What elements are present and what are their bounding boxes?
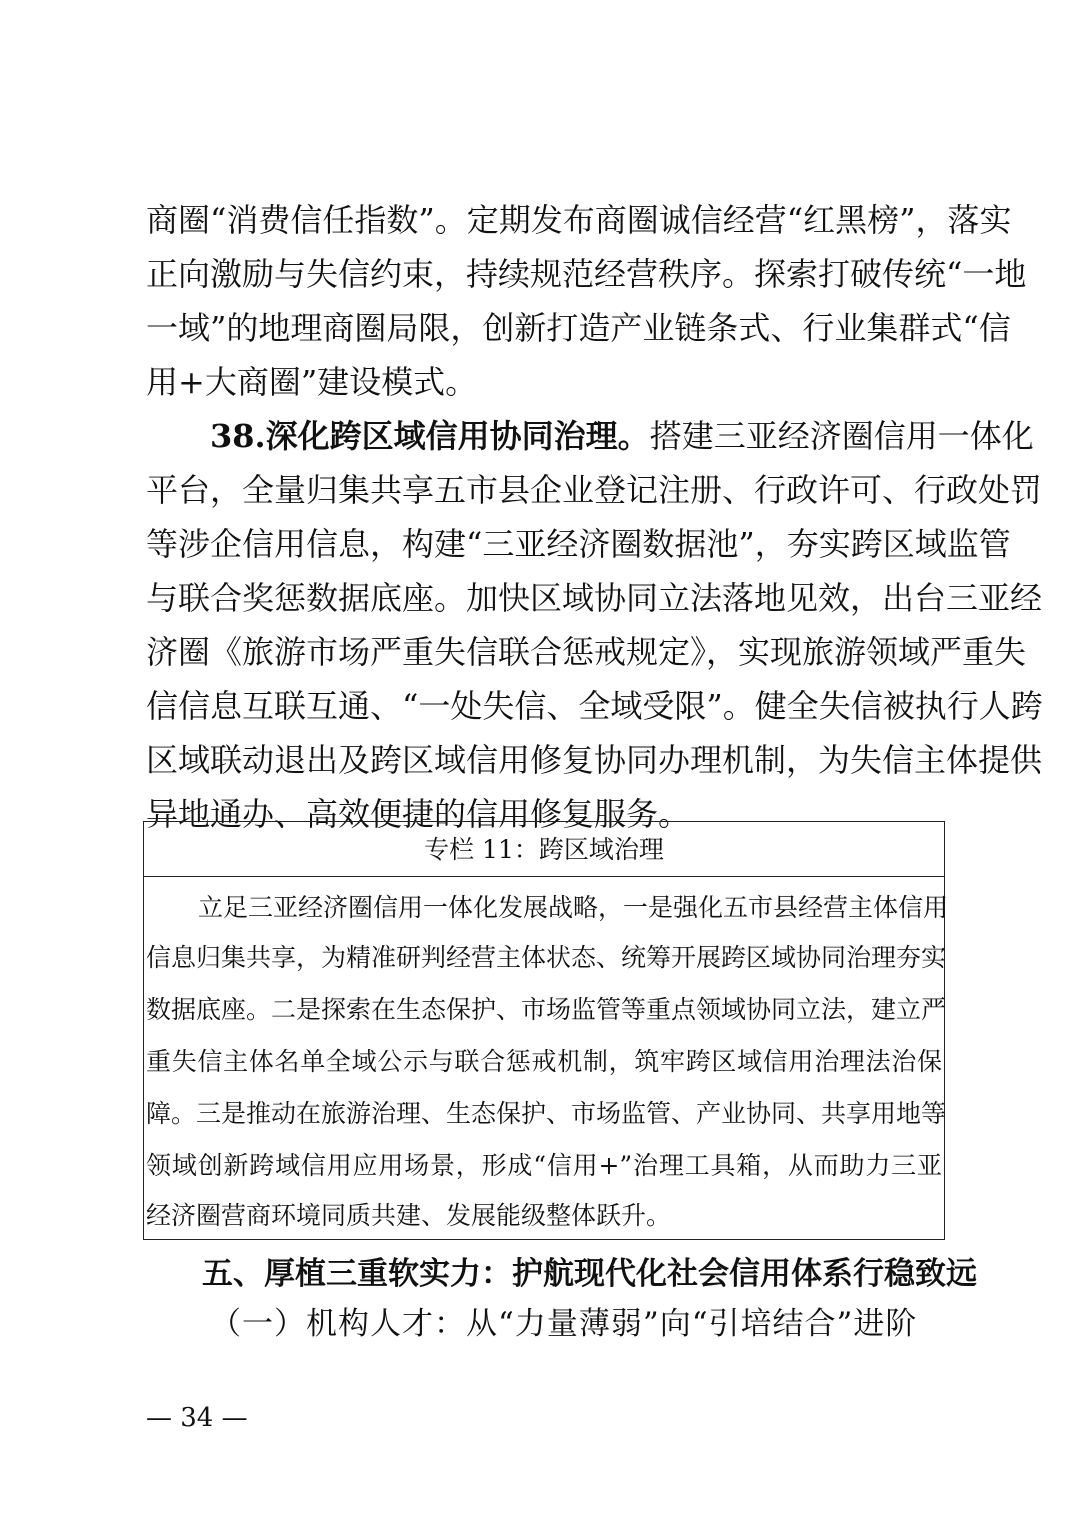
paragraph-line: 区域联动退出及跨区域信用修复协同办理机制，为失信主体提供	[146, 741, 1043, 779]
column-box	[143, 821, 949, 1240]
paragraph-line: 一域”的地理商圈局限，创新打造产业链条式、行业集群式“信	[146, 309, 1011, 347]
column-box-line: 信息归集共享，为精准研判经营主体状态、统筹开展跨区域协同治理夯实	[146, 943, 947, 972]
paragraph-line: 等涉企信用信息，构建“三亚经济圈数据池”，夯实跨区域监管	[146, 525, 1011, 563]
column-box-line: 障。三是推动在旅游治理、生态保护、市场监管、产业协同、共享用地等	[146, 1099, 947, 1128]
column-box-line: 领域创新跨域信用应用场景，形成“信用+”治理工具箱，从而助力三亚	[146, 1151, 942, 1180]
paragraph-line: 正向激励与失信约束，持续规范经营秩序。探索打破传统“一地	[146, 255, 1027, 293]
paragraph-line: 信信息互联互通、“一处失信、全域受限”。健全失信被执行人跨	[146, 687, 1043, 725]
subsection-heading: （一）机构人才：从“力量薄弱”向“引培结合”进阶	[210, 1306, 918, 1342]
paragraph-line: 用+大商圈”建设模式。	[146, 363, 478, 401]
page-number: — 34 —	[146, 1403, 248, 1433]
column-box-title: 专栏 11：跨区域治理	[144, 822, 944, 877]
section-heading: 五、厚植三重软实力：护航现代化社会信用体系行稳致远	[202, 1256, 977, 1292]
paragraph-line: 济圈《旅游市场严重失信联合惩戒规定》，实现旅游领域严重失	[146, 633, 1027, 671]
column-box-line: 立足三亚经济圈信用一体化发展战略，一是强化五市县经营主体信用	[198, 893, 949, 922]
paragraph-first-line	[210, 410, 1034, 462]
column-box-line: 数据底座。二是探索在生态保护、市场监管等重点领域协同立法，建立严	[146, 995, 947, 1024]
paragraph-line: 与联合奖惩数据底座。加快区域协同立法落地见效，出台三亚经	[146, 579, 1043, 617]
column-box-line: 经济圈营商环境同质共建、发展能级整体跃升。	[146, 1201, 672, 1230]
paragraph-line: 平台，全量归集共享五市县企业登记注册、行政许可、行政处罚	[146, 471, 1043, 509]
item-text: 搭建三亚经济圈信用一体化	[649, 417, 1034, 455]
paragraph-line: 商圈“消费信任指数”。定期发布商圈诚信经营“红黑榜”，落实	[146, 201, 1012, 239]
item-title: 38.深化跨区域信用协同治理。	[210, 417, 650, 455]
column-box-line: 重失信主体名单全域公示与联合惩戒机制，筑牢跨区域信用治理法治保	[146, 1047, 942, 1076]
paragraph-line: 异地通办、高效便捷的信用修复服务。	[146, 795, 691, 833]
